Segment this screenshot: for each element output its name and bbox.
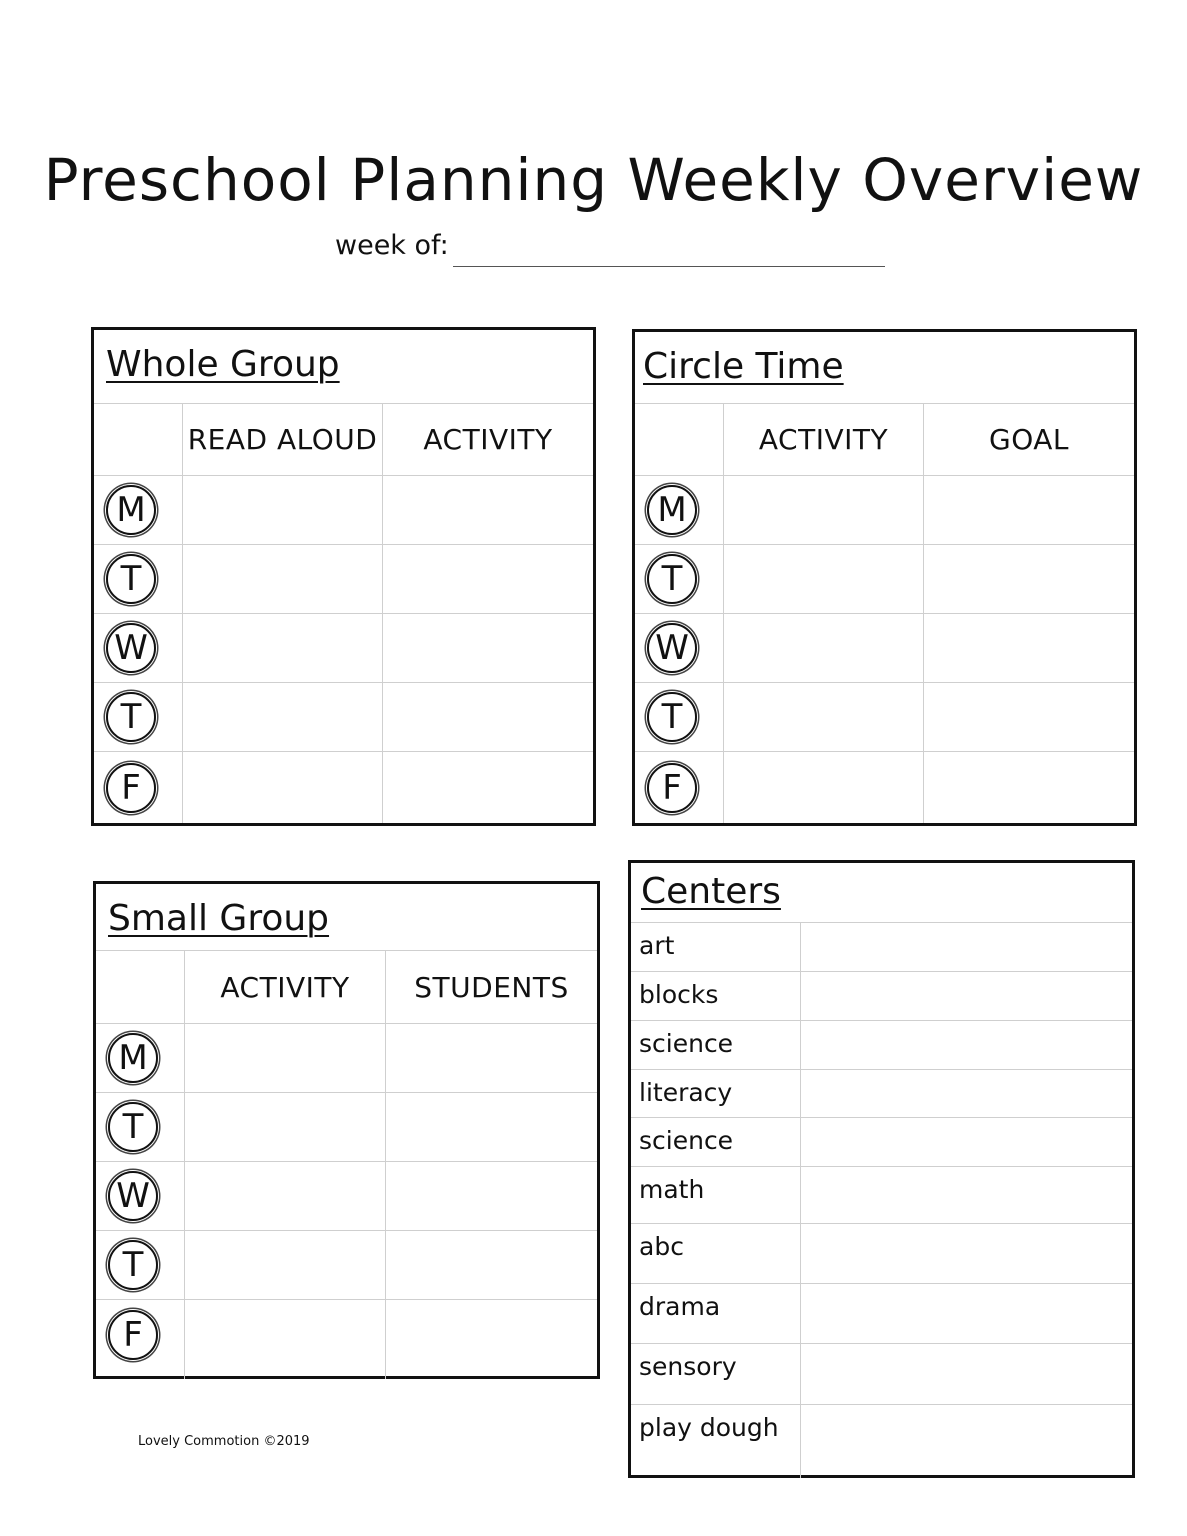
center-label-sensory: sensory: [631, 1344, 801, 1404]
table-cell[interactable]: [184, 1231, 385, 1299]
day-circle-thursday: T: [106, 692, 156, 742]
table-cell[interactable]: [723, 476, 923, 544]
table-cell[interactable]: [723, 752, 923, 823]
center-label-blocks: blocks: [631, 972, 801, 1020]
week-of-label: week of:: [335, 230, 449, 261]
table-cell[interactable]: [382, 476, 593, 544]
table-cell[interactable]: [723, 545, 923, 613]
center-label-drama: drama: [631, 1284, 801, 1343]
week-of-field[interactable]: [453, 266, 885, 267]
corner-cell: [635, 404, 723, 475]
table-cell[interactable]: [723, 614, 923, 682]
whole-group-title: Whole Group: [106, 344, 340, 385]
column-header: READ ALOUD: [182, 404, 382, 475]
table-cell[interactable]: [382, 614, 593, 682]
page-title: Preschool Planning Weekly Overview: [43, 146, 1144, 214]
table-cell[interactable]: [184, 1300, 385, 1379]
table-cell[interactable]: [182, 752, 382, 823]
whole-group-panel: [91, 327, 596, 826]
table-cell[interactable]: [184, 1024, 385, 1092]
center-label-literacy: literacy: [631, 1070, 801, 1117]
day-circle-monday: M: [108, 1033, 158, 1083]
table-cell[interactable]: [385, 1300, 597, 1379]
table-cell[interactable]: [382, 752, 593, 823]
day-circle-tuesday: T: [647, 554, 697, 604]
centers-table: [631, 922, 1132, 1475]
circle-time-title: Circle Time: [643, 346, 844, 387]
table-cell[interactable]: [723, 683, 923, 751]
center-label-art: art: [631, 923, 801, 971]
centers-panel: [628, 860, 1135, 1478]
day-circle-wednesday: W: [108, 1171, 158, 1221]
table-cell[interactable]: [385, 1231, 597, 1299]
table-cell[interactable]: [923, 683, 1134, 751]
center-label-science-2: science: [631, 1118, 801, 1166]
center-label-abc: abc: [631, 1224, 801, 1283]
centers-title: Centers: [641, 871, 781, 912]
center-value[interactable]: [801, 1118, 1132, 1166]
day-circle-friday: F: [647, 763, 697, 813]
column-header: ACTIVITY: [184, 951, 385, 1023]
column-header: ACTIVITY: [723, 404, 923, 475]
corner-cell: [96, 951, 184, 1023]
center-value[interactable]: [801, 1405, 1132, 1478]
table-cell[interactable]: [382, 683, 593, 751]
center-value[interactable]: [801, 972, 1132, 1020]
day-circle-thursday: T: [108, 1240, 158, 1290]
table-cell[interactable]: [385, 1024, 597, 1092]
table-cell[interactable]: [923, 752, 1134, 823]
whole-group-table: [94, 403, 593, 823]
column-header: ACTIVITY: [382, 404, 593, 475]
center-value[interactable]: [801, 1224, 1132, 1283]
circle-time-table: [635, 403, 1134, 823]
center-value[interactable]: [801, 1344, 1132, 1404]
day-circle-thursday: T: [647, 692, 697, 742]
table-cell[interactable]: [184, 1162, 385, 1230]
small-group-table: [96, 950, 597, 1376]
center-value[interactable]: [801, 923, 1132, 971]
table-cell[interactable]: [182, 476, 382, 544]
table-cell[interactable]: [182, 683, 382, 751]
table-cell[interactable]: [382, 545, 593, 613]
circle-time-panel: [632, 329, 1137, 826]
table-cell[interactable]: [385, 1162, 597, 1230]
copyright-footer: Lovely Commotion ©2019: [138, 1434, 310, 1449]
day-circle-monday: M: [647, 485, 697, 535]
table-cell[interactable]: [923, 614, 1134, 682]
table-cell[interactable]: [923, 545, 1134, 613]
column-header: GOAL: [923, 404, 1134, 475]
center-label-math: math: [631, 1167, 801, 1223]
corner-cell: [94, 404, 182, 475]
day-circle-friday: F: [106, 763, 156, 813]
center-value[interactable]: [801, 1284, 1132, 1343]
table-cell[interactable]: [182, 614, 382, 682]
day-circle-wednesday: W: [106, 623, 156, 673]
center-label-play-dough: play dough: [631, 1405, 801, 1478]
center-label-science: science: [631, 1021, 801, 1069]
center-value[interactable]: [801, 1070, 1132, 1117]
day-circle-tuesday: T: [106, 554, 156, 604]
day-circle-wednesday: W: [647, 623, 697, 673]
day-circle-friday: F: [108, 1310, 158, 1360]
table-cell[interactable]: [182, 545, 382, 613]
day-circle-monday: M: [106, 485, 156, 535]
day-circle-tuesday: T: [108, 1102, 158, 1152]
small-group-panel: [93, 881, 600, 1379]
center-value[interactable]: [801, 1021, 1132, 1069]
column-header: STUDENTS: [385, 951, 597, 1023]
small-group-title: Small Group: [108, 898, 330, 939]
table-cell[interactable]: [184, 1093, 385, 1161]
center-value[interactable]: [801, 1167, 1132, 1223]
table-cell[interactable]: [385, 1093, 597, 1161]
table-cell[interactable]: [923, 476, 1134, 544]
